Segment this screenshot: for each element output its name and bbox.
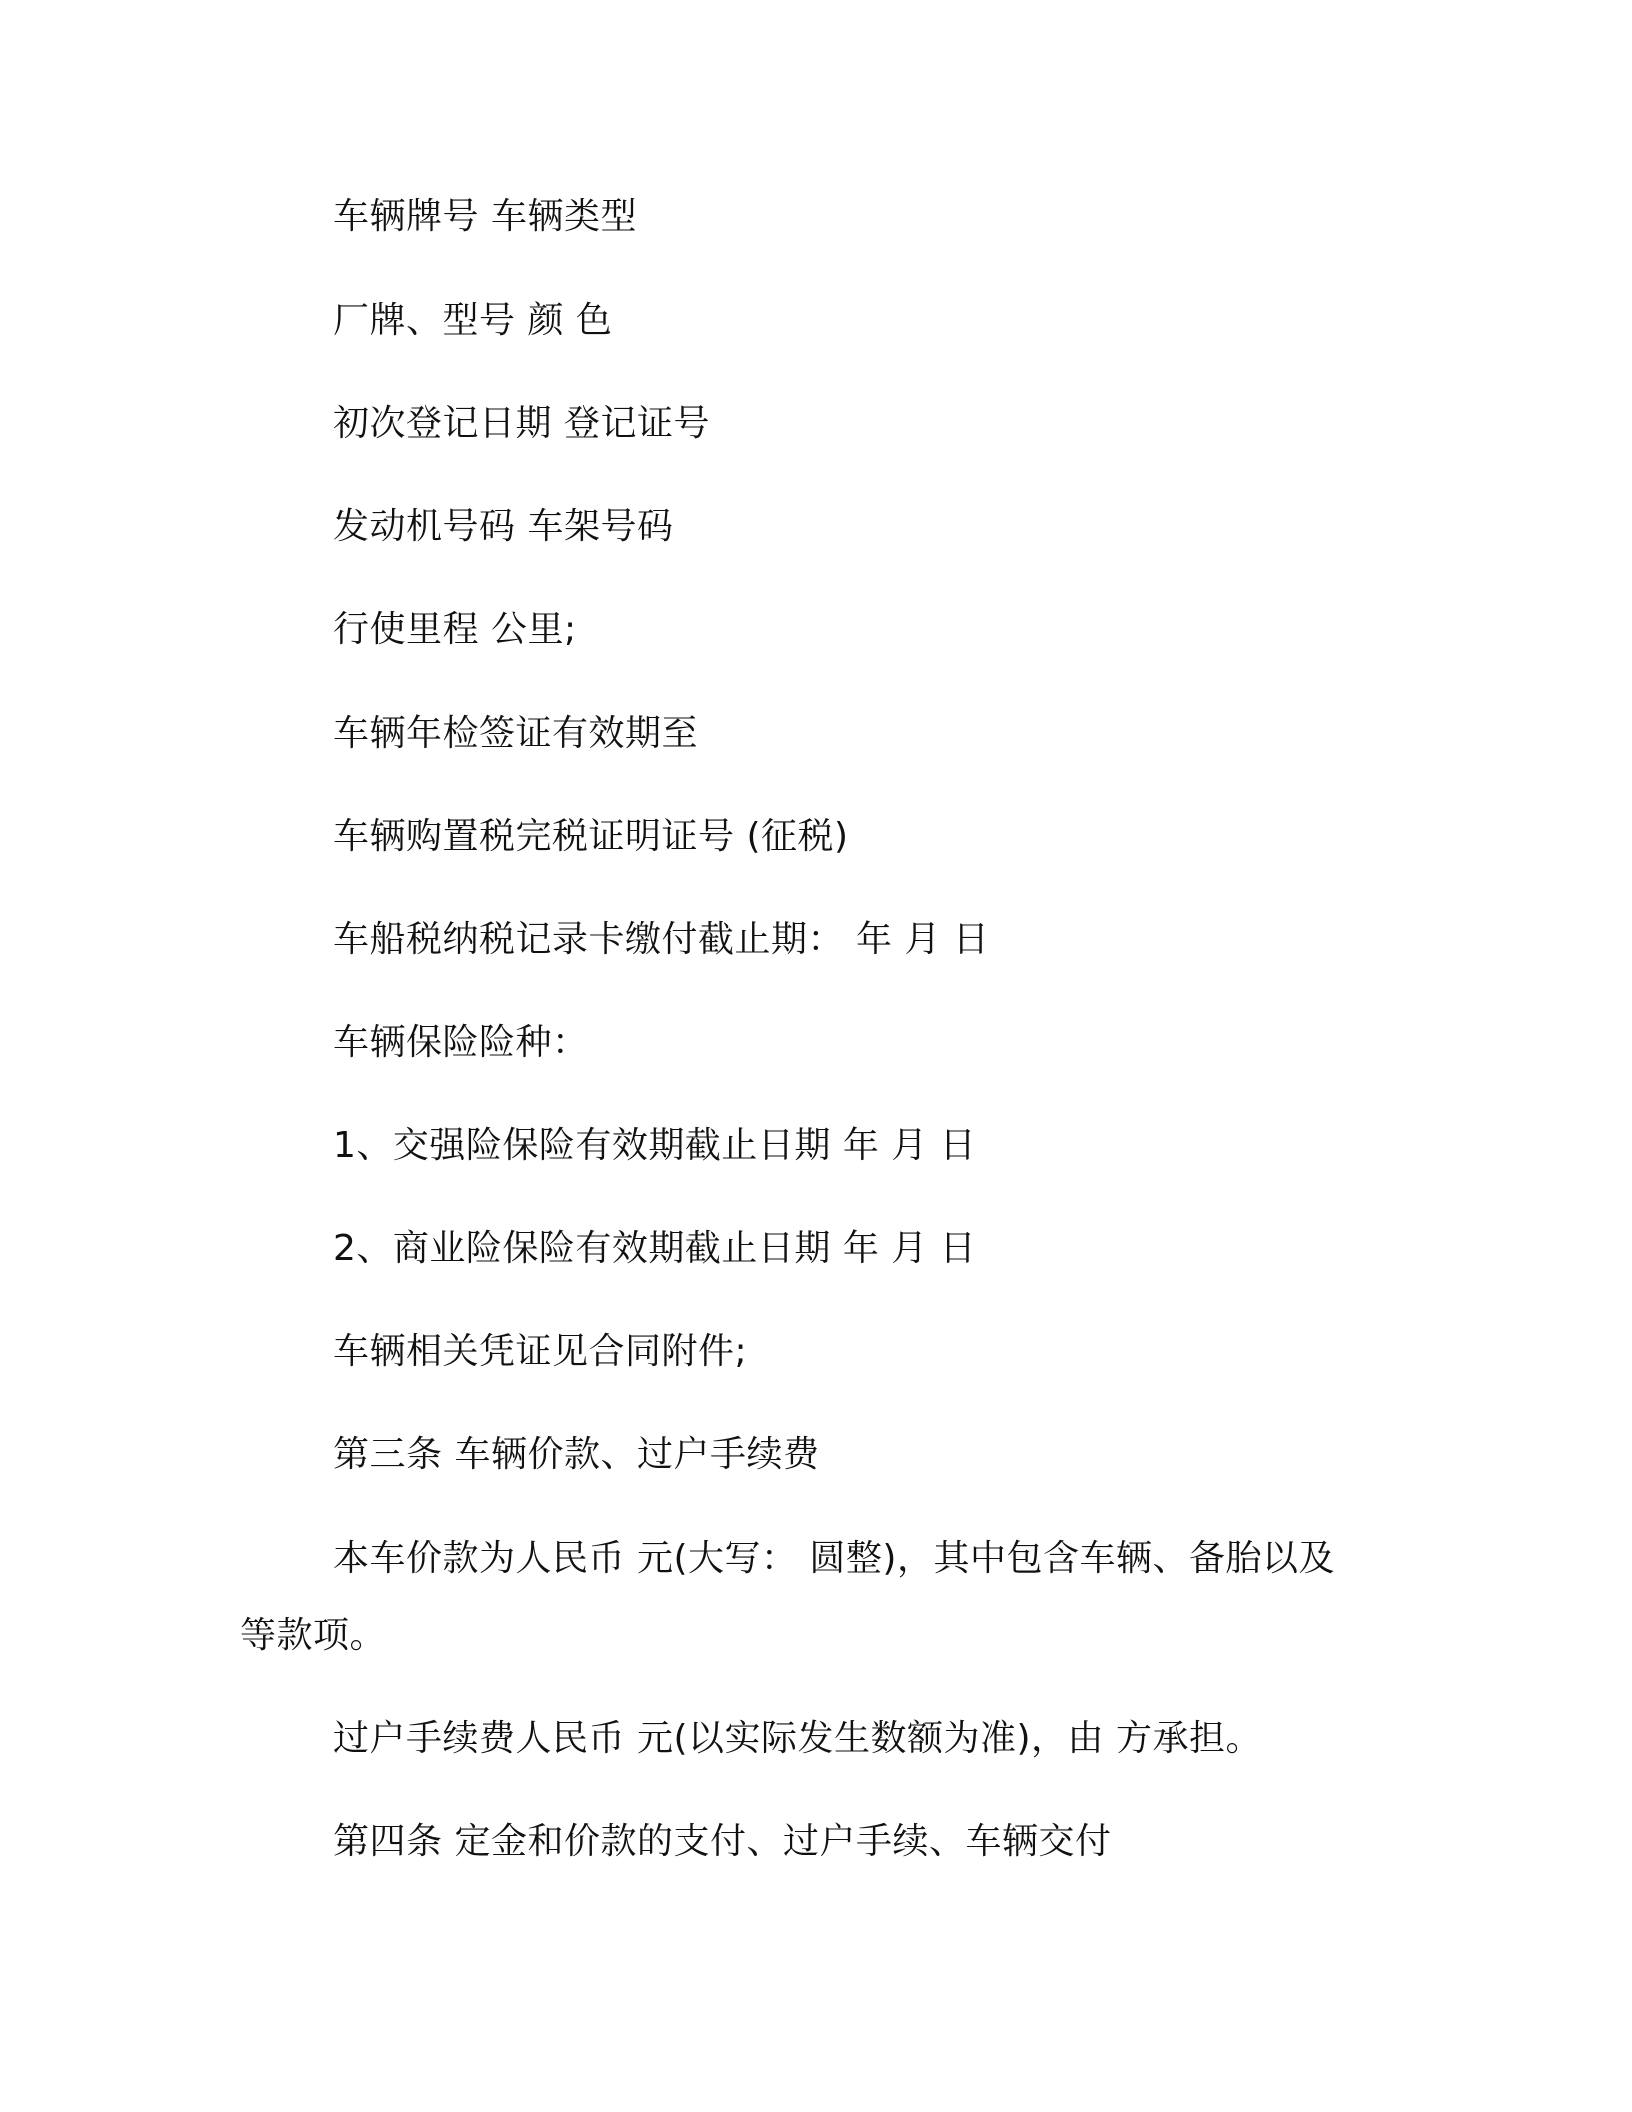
engine-frame-number-line: 发动机号码 车架号码 — [333, 506, 674, 547]
brand-model-color-line: 厂牌、型号 颜 色 — [333, 300, 613, 341]
article-three-heading: 第三条 车辆价款、过户手续费 — [333, 1434, 820, 1475]
vehicle-price-line: 本车价款为人民币 元(大写： 圆整)，其中包含车辆、备胎以及 — [333, 1538, 1335, 1579]
registration-date-line: 初次登记日期 登记证号 — [333, 403, 710, 444]
vehicle-documents-line: 车辆相关凭证见合同附件; — [333, 1331, 748, 1372]
insurance-types-line: 车辆保险险种： — [333, 1022, 589, 1063]
purchase-tax-line: 车辆购置税完税证明证号 (征税) — [333, 816, 849, 857]
commercial-insurance-line: 2、商业险保险有效期截止日期 年 月 日 — [333, 1228, 977, 1269]
transfer-fee-line: 过户手续费人民币 元(以实际发生数额为准)，由 方承担。 — [333, 1718, 1262, 1759]
vehicle-plate-type-line: 车辆牌号 车辆类型 — [333, 196, 637, 237]
vehicle-price-continuation: 等款项。 — [240, 1615, 387, 1656]
mileage-line: 行使里程 公里; — [333, 609, 577, 650]
article-four-heading: 第四条 定金和价款的支付、过户手续、车辆交付 — [333, 1821, 1112, 1862]
annual-inspection-line: 车辆年检签证有效期至 — [333, 713, 699, 754]
compulsory-insurance-line: 1、交强险保险有效期截止日期 年 月 日 — [333, 1125, 977, 1166]
vessel-tax-line: 车船税纳税记录卡缴付截止期： 年 月 日 — [333, 919, 990, 960]
